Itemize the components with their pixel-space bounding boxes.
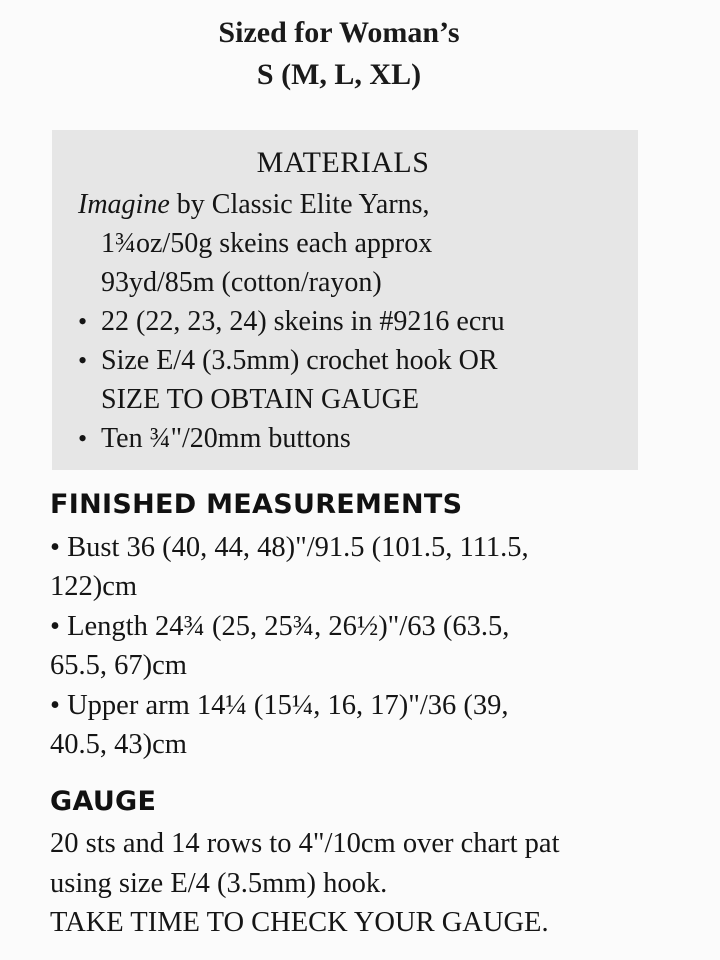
yarn-line-1 (78, 189, 430, 221)
length-line-1: • Length 24¾ (25, 25¾, 26½)"/63 (63.5, (50, 611, 510, 642)
buttons-line: Ten ¾"/20mm buttons (101, 423, 351, 454)
bust-line-2: 122)cm (50, 571, 138, 602)
yarn-line-1-rest: by Classic Elite Yarns, (169, 189, 430, 220)
bullet-buttons: • (78, 424, 88, 453)
hook-line-1: Size E/4 (3.5mm) crochet hook OR (101, 345, 498, 376)
hook-line-2: SIZE TO OBTAIN GAUGE (101, 384, 419, 415)
skeins-line: 22 (22, 23, 24) skeins in #9216 ecru (101, 306, 505, 337)
finished-measurements-heading: FINISHED MEASUREMENTS (50, 489, 463, 520)
gauge-heading: GAUGE (50, 786, 157, 817)
bust-line-1: • Bust 36 (40, 44, 48)"/91.5 (101.5, 111.5, (50, 532, 529, 563)
materials-title: MATERIALS (256, 146, 430, 179)
yarn-line-2: 1¾oz/50g skeins each approx (101, 228, 433, 259)
yarn-line-3: 93yd/85m (cotton/rayon) (101, 267, 382, 298)
sizing-line-2: S (M, L, XL) (256, 58, 422, 91)
yarn-name: Imagine (78, 189, 170, 220)
bullet-skeins: • (78, 307, 88, 336)
upper-arm-line-2: 40.5, 43)cm (50, 729, 187, 760)
bullet-hook: • (78, 346, 88, 375)
materials-box (52, 130, 638, 470)
sizing-header (0, 12, 678, 96)
gauge-line-3: TAKE TIME TO CHECK YOUR GAUGE. (50, 907, 549, 938)
length-line-2: 65.5, 67)cm (50, 650, 187, 681)
gauge-line-1: 20 sts and 14 rows to 4"/10cm over chart pat (50, 828, 560, 859)
upper-arm-line-1: • Upper arm 14¼ (15¼, 16, 17)"/36 (39, (50, 690, 509, 721)
gauge-line-2: using size E/4 (3.5mm) hook. (50, 868, 388, 899)
sizing-line-1: Sized for Woman’s (218, 16, 460, 49)
